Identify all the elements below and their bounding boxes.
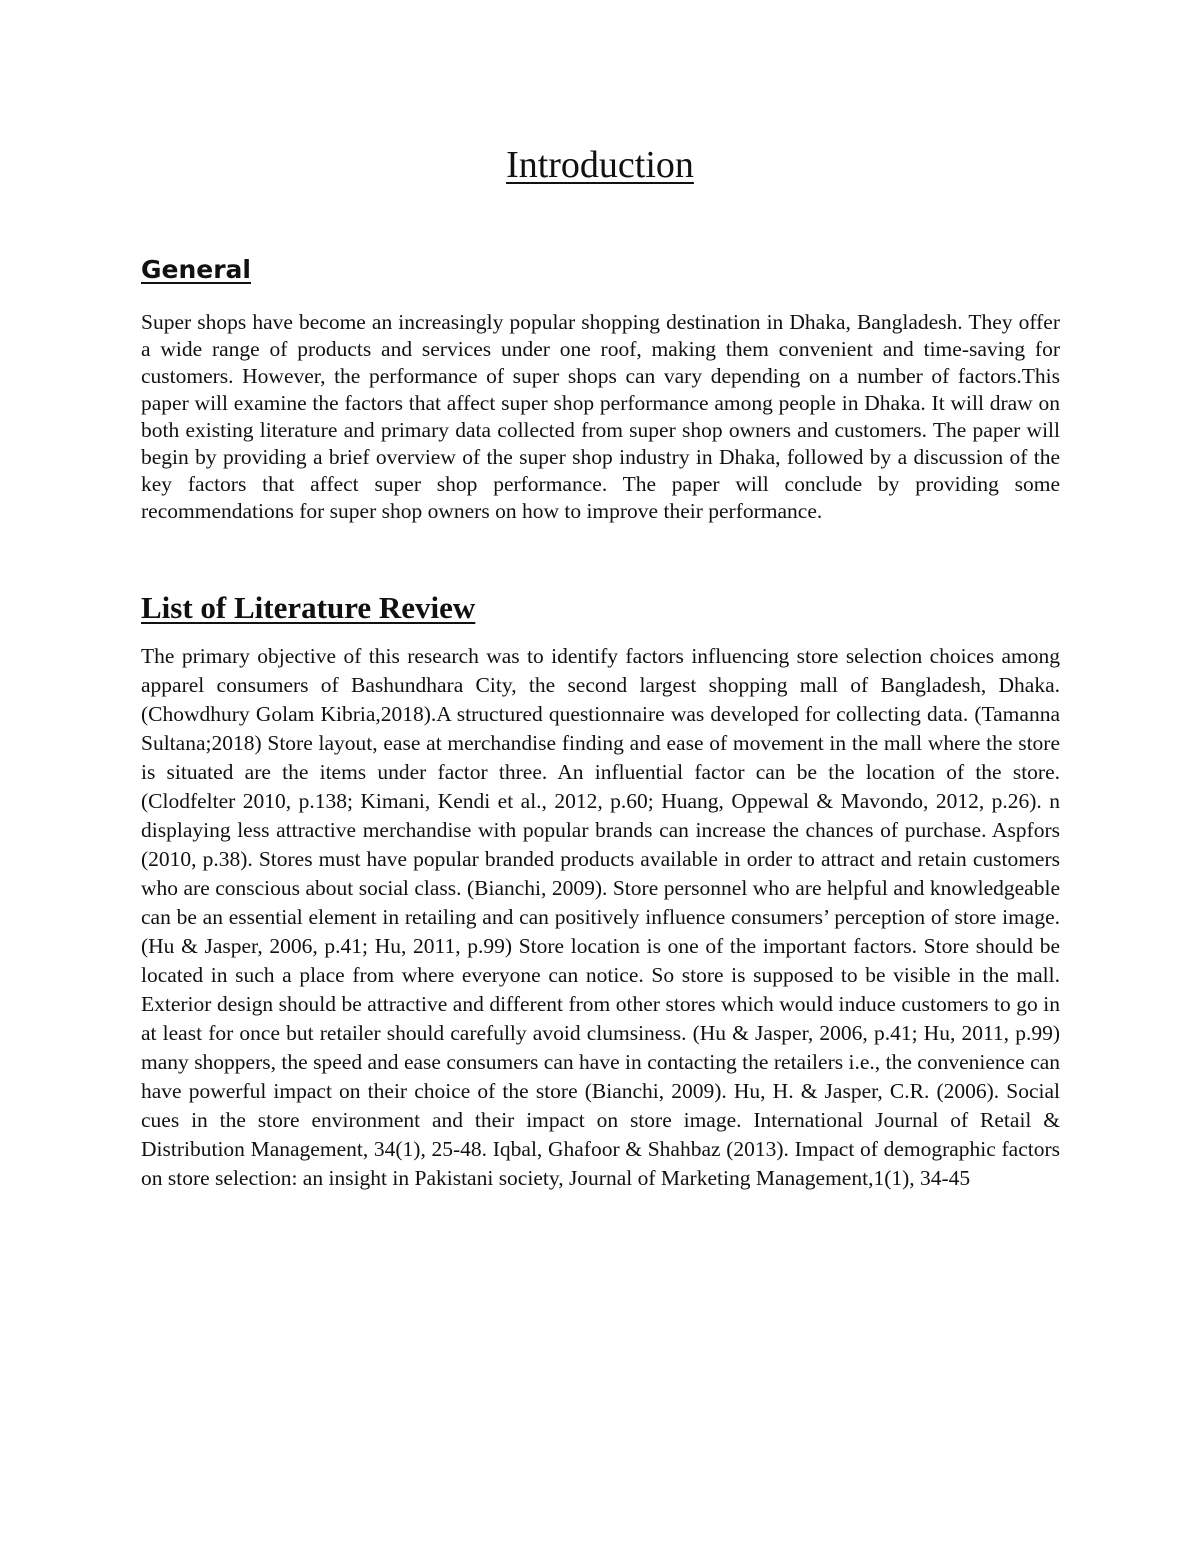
page-title bbox=[0, 140, 1200, 190]
paragraph-literature-review: The primary objective of this research was to identify factors influencing store selection choices among apparel consumers of Bashundhara City, the second largest shopping mall of Bangladesh, Dhaka. (Chowdhury Golam Kibria,2018).A structured questionnaire was developed for collecting data. (Tamanna Sultana;2018) Store layout, ease at merchandise finding and ease of movement in the mall where the store is situated are the items under factor three. An influential factor can be the location of the store. (Clodfelter 2010, p.138; Kimani, Kendi et al., 2012, p.60; Huang, Oppewal & Mavondo, 2012, p.26). n displaying less attractive merchandise with popular brands can increase the chances of purchase. Aspfors (2010, p.38). Stores must have popular branded products available in order to attract and retain customers who are conscious about social class. (Bianchi, 2009). Store personnel who are helpful and knowledgeable can be an essential element in retailing and can positively influence consumers’ perception of store image. (Hu & Jasper, 2006, p.41; Hu, 2011, p.99) Store location is one of the important factors. Store should be located in such a place from where everyone can notice. So store is supposed to be visible in the mall. Exterior design should be attractive and different from other stores which would induce customers to go in at least for once but retailer should carefully avoid clumsiness. (Hu & Jasper, 2006, p.41; Hu, 2011, p.99) many shoppers, the speed and ease consumers can have in contacting the retailers i.e., the convenience can have powerful impact on their choice of the store (Bianchi, 2009). Hu, H. & Jasper, C.R. (2006). Social cues in the store environment and their impact on store image. International Journal of Retail & Distribution Management, 34(1), 25-48. Iqbal, Ghafoor & Shahbaz (2013). Impact of demographic factors on store selection: an insight in Pakistani society, Journal of Marketing Management,1(1), 34-45 bbox=[141, 644, 1060, 1190]
paragraph-general: Super shops have become an increasingly popular shopping destination in Dhaka, Bangladesh. They offer a wide range of products and services under one roof, making them convenient and time-saving for customers. However, the performance of super shops can vary depending on a number of factors.This paper will examine the factors that affect super shop performance among people in Dhaka. It will draw on both existing literature and primary data collected from super shop owners and customers. The paper will begin by providing a brief overview of the super shop industry in Dhaka, followed by a discussion of the key factors that affect super shop performance. The paper will conclude by providing some recommendations for super shop owners on how to improve their performance. bbox=[141, 310, 1060, 523]
page-title-text: Introduction bbox=[506, 144, 694, 186]
section-heading-general: General bbox=[141, 255, 251, 284]
section-heading-literature-review: List of Literature Review bbox=[141, 590, 476, 625]
